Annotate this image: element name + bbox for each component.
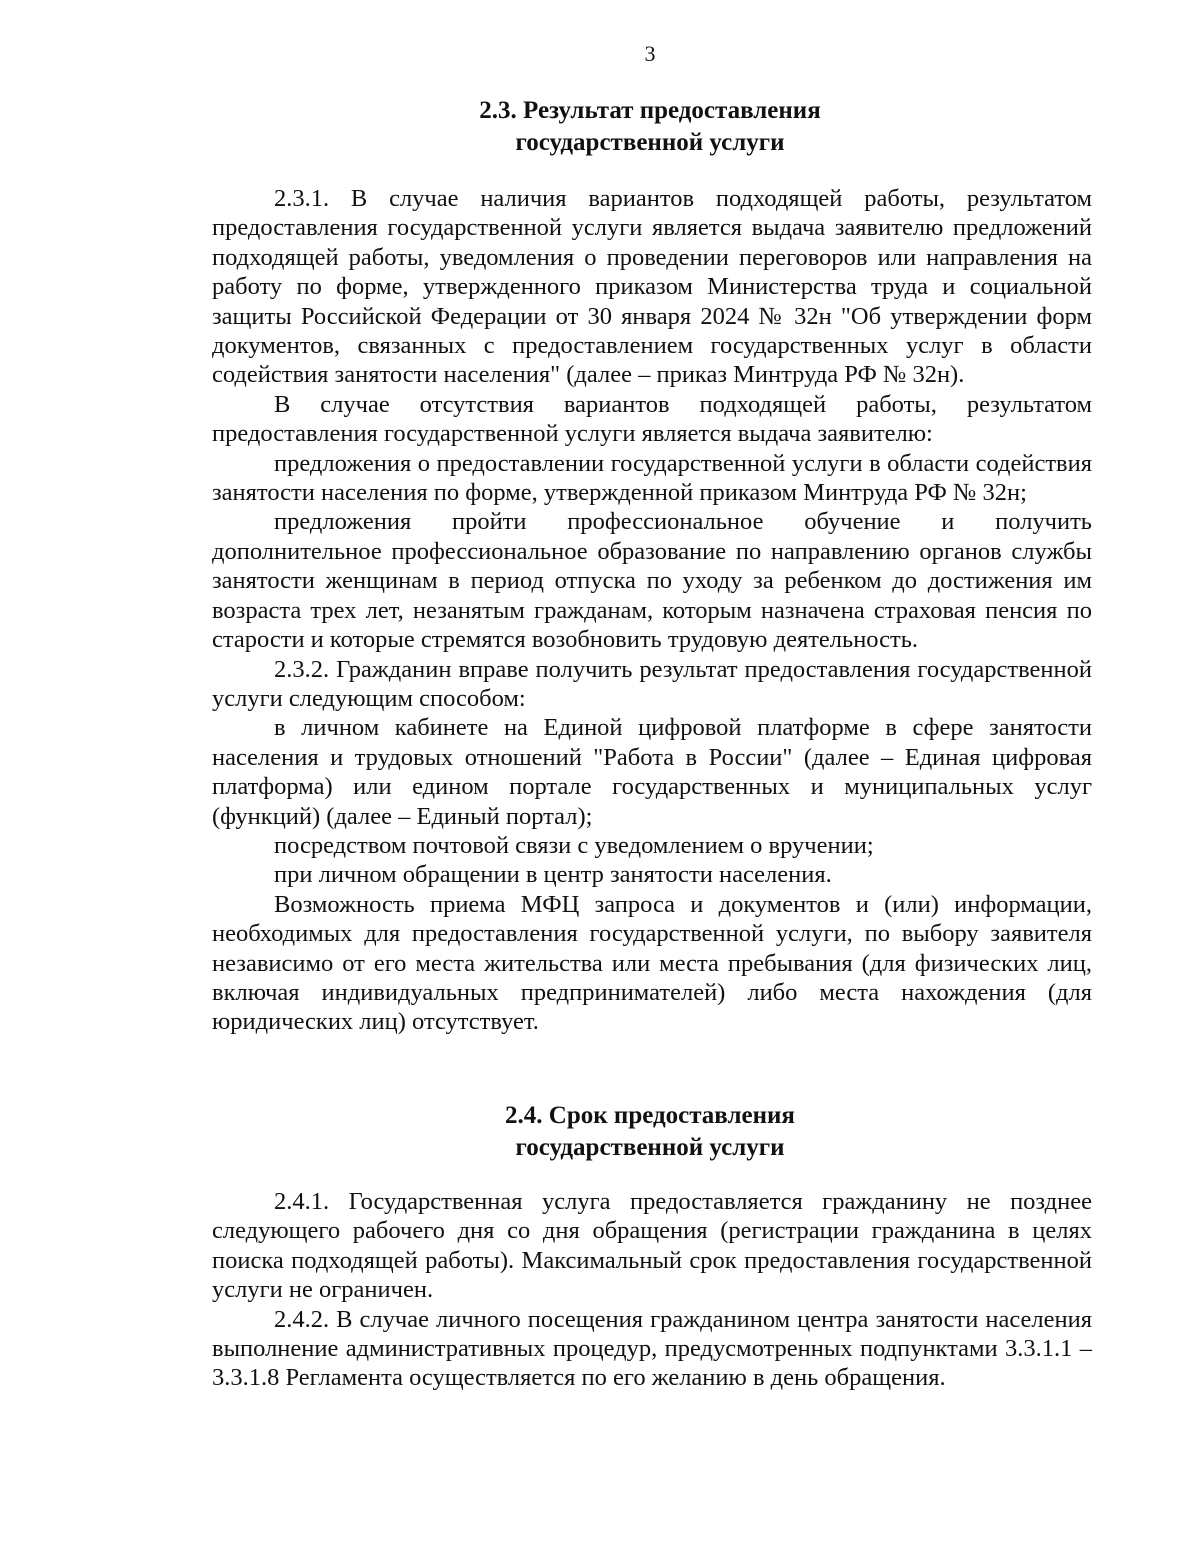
section-2-4-body (212, 1187, 1092, 1393)
page-number: 3 (644, 41, 656, 66)
paragraph-method-in-person: при личном обращении в центр занятости населения. (274, 861, 832, 889)
paragraph-2-3-2: 2.3.2. Гражданин вправе получить результат предоставления государственной услуги следующим способом: (212, 655, 1092, 712)
paragraph-2-3-1: 2.3.1. В случае наличия вариантов подходящей работы, результатом предоставления государственной услуги является выдача заявителю предложений подходящей работы, уведомления о проведении переговоров или направления на работу по форме, утвержденного приказом Министерства труда и социальной защиты Российской Федерации от 30 января 2024 № 32н "Об утверждении форм документов, связанных с предоставлением государственных услуг в области содействия занятости населения" (далее – приказ Минтруда РФ № 32н). (212, 185, 1092, 389)
section-2-3-title-line-1: 2.3. Результат предоставления (479, 97, 821, 124)
section-2-3-title-line-2: государственной услуги (515, 129, 785, 156)
paragraph-offer-service: предложения о предоставлении государственной услуги в области содействия занятости населения по форме, утвержденной приказом Минтруда РФ № 32н; (212, 449, 1092, 507)
paragraph-no-vacancies: В случае отсутствия вариантов подходящей работы, результатом предоставления государственной услуги является выдача заявителю: (212, 390, 1092, 448)
section-2-3-body (212, 184, 1092, 1037)
section-2-4-title-line-2: государственной услуги (515, 1134, 785, 1161)
section-2-4-title-line-1: 2.4. Срок предоставления (505, 1102, 795, 1129)
paragraph-2-4-2: 2.4.2. В случае личного посещения гражданином центра занятости населения выполнение административных процедур, предусмотренных подпунктами 3.3.1.1 – 3.3.1.8 Регламента осуществляется по его желанию в день обращения. (212, 1305, 1092, 1392)
paragraph-method-online: в личном кабинете на Единой цифровой платформе в сфере занятости населения и трудовых отношений "Работа в России" (далее – Единая цифровая платформа) или едином портале государственных и муниципальных услуг (функций) (далее – Единый портал); (212, 714, 1092, 830)
paragraph-2-4-1: 2.4.1. Государственная услуга предоставляется гражданину не позднее следующего рабочего дня со дня обращения (регистрации гражданина в целях поиска подходящей работы). Максимальный срок предоставления государственной услуги не ограничен. (212, 1188, 1092, 1304)
paragraph-offer-training: предложения пройти профессиональное обучение и получить дополнительное профессиональное образование по направлению органов службы занятости женщинам в период отпуска по уходу за ребенком до достижения им возраста трех лет, незанятым гражданам, которым назначена страховая пенсия по старости и которые стремятся возобновить трудовую деятельность. (212, 508, 1092, 654)
section-2-3-heading (0, 95, 1200, 159)
paragraph-method-post: посредством почтовой связи с уведомлением о вручении; (274, 831, 874, 859)
section-2-4-heading (0, 1100, 1200, 1164)
paragraph-mfc: Возможность приема МФЦ запроса и документов и (или) информации, необходимых для предоставления государственной услуги, по выбору заявителя независимо от его места жительства или места пребывания (для физических лиц, включая индивидуальных предпринимателей) либо места нахождения (для юридических лиц) отсутствует. (212, 890, 1092, 1036)
